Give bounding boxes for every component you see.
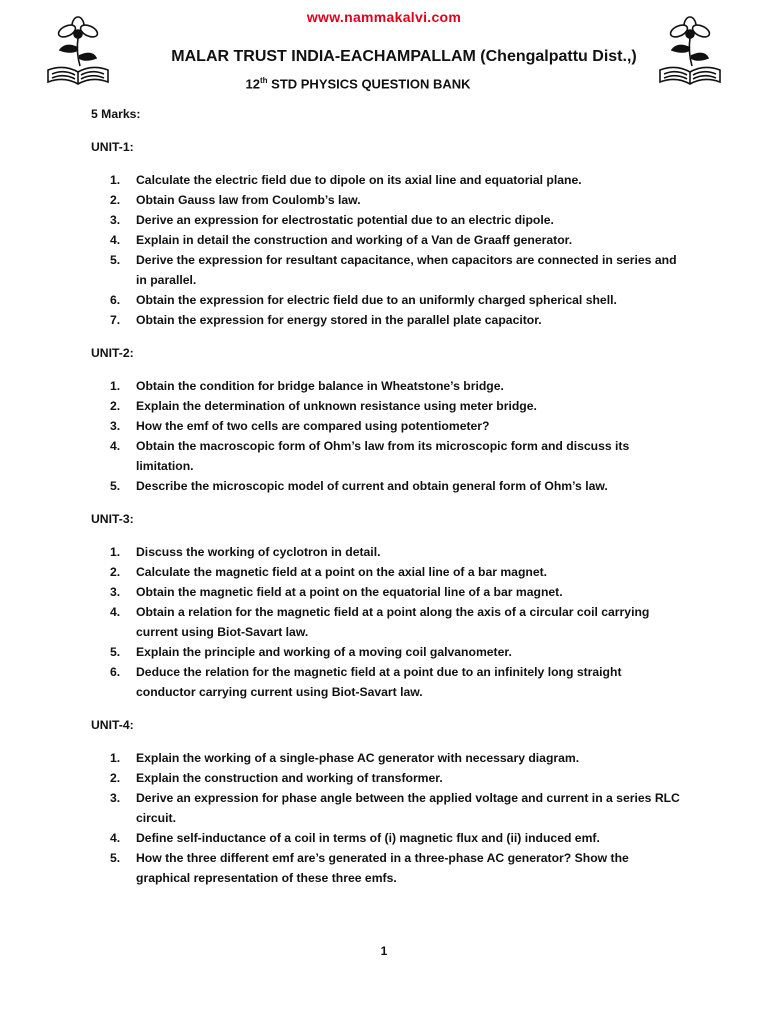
question-item [91,310,681,330]
question-text: Calculate the magnetic field at a point on the axial line of a bar magnet. [136,565,548,579]
question-item [91,828,681,848]
question-number: 3. [110,419,121,433]
unit-heading: UNIT-1: [91,140,134,154]
question-number: 3. [110,791,121,805]
question-text: Obtain the macroscopic form of Ohm’s law from its microscopic form and discuss its limitation. [136,439,630,473]
question-text: Derive the expression for resultant capacitance, when capacitors are connected in series and in parallel. [136,253,677,287]
document-title: MALAR TRUST INDIA-EACHAMPALLAM (Chengalpattu Dist.,) [171,48,637,65]
question-number: 4. [110,831,121,845]
question-number: 1. [110,173,121,187]
question-item [91,848,681,888]
question-text: Obtain the magnetic field at a point on the equatorial line of a bar magnet. [136,585,563,599]
question-number: 4. [110,605,121,619]
question-text: Deduce the relation for the magnetic field at a point due to an infinitely long straight conductor carrying current using Biot-Savart law. [136,665,622,699]
question-text: Calculate the electric field due to dipole on its axial line and equatorial plane. [136,173,582,187]
question-item [91,290,681,310]
question-list [91,376,681,496]
question-text: How the three different emf are’s generated in a three-phase AC generator? Show the graphical representation of these three emfs. [136,851,629,885]
unit-heading: UNIT-3: [91,512,134,526]
question-number: 1. [110,545,121,559]
question-item [91,396,681,416]
question-text: Obtain the expression for electric field due to an uniformly charged spherical shell. [136,293,617,307]
question-text: Explain in detail the construction and working of a Van de Graaff generator. [136,233,573,247]
site-url-link[interactable]: www.nammakalvi.com [306,9,462,25]
subtitle-grade: 12 [245,76,260,92]
question-number: 1. [110,751,121,765]
question-number: 1. [110,379,121,393]
question-number: 2. [110,399,121,413]
question-item [91,210,681,230]
question-item [91,542,681,562]
question-item [91,230,681,250]
question-text: Derive an expression for phase angle between the applied voltage and current in a series RLC circuit. [136,791,680,825]
question-number: 6. [110,293,121,307]
question-item [91,642,681,662]
question-number: 5. [110,645,121,659]
question-item [91,768,681,788]
unit-heading: UNIT-2: [91,346,134,360]
question-text: Obtain a relation for the magnetic field at a point along the axis of a circular coil carrying current using Biot-Savart law. [136,605,650,639]
unit-heading: UNIT-4: [91,718,134,732]
question-list [91,170,681,330]
question-item [91,190,681,210]
question-item [91,476,681,496]
question-number: 2. [110,771,121,785]
question-number: 3. [110,213,121,227]
question-number: 2. [110,193,121,207]
subtitle-suffix: th [259,76,268,85]
question-text: Obtain the expression for energy stored in the parallel plate capacitor. [136,313,542,327]
document-subtitle [0,76,716,91]
question-number: 5. [110,851,121,865]
question-number: 4. [110,439,121,453]
question-text: Explain the determination of unknown resistance using meter bridge. [136,399,537,413]
question-text: How the emf of two cells are compared using potentiometer? [136,419,490,433]
question-item [91,602,681,642]
question-text: Obtain Gauss law from Coulomb’s law. [136,193,361,207]
question-text: Define self-inductance of a coil in terms of (i) magnetic flux and (ii) induced emf. [136,831,600,845]
question-text: Explain the principle and working of a moving coil galvanometer. [136,645,512,659]
question-item [91,788,681,828]
question-item [91,170,681,190]
question-item [91,562,681,582]
question-list [91,748,681,888]
question-number: 3. [110,585,121,599]
question-number: 6. [110,665,121,679]
question-item [91,662,681,702]
question-text: Discuss the working of cyclotron in detail. [136,545,381,559]
question-number: 2. [110,565,121,579]
question-item [91,436,681,476]
question-list [91,542,681,702]
question-number: 5. [110,479,121,493]
page-number: 1 [380,944,388,958]
question-item [91,582,681,602]
question-text: Explain the construction and working of transformer. [136,771,443,785]
question-number: 4. [110,233,121,247]
question-item [91,748,681,768]
question-text: Derive an expression for electrostatic potential due to an electric dipole. [136,213,554,227]
question-text: Obtain the condition for bridge balance in Wheatstone’s bridge. [136,379,504,393]
subtitle-text: STD PHYSICS QUESTION BANK [267,76,471,92]
question-item [91,250,681,290]
units-container [91,137,681,888]
question-number: 7. [110,313,121,327]
question-item [91,416,681,436]
marks-heading: 5 Marks: [91,107,141,121]
question-text: Describe the microscopic model of current and obtain general form of Ohm’s law. [136,479,608,493]
question-bank-content [91,100,681,888]
question-number: 5. [110,253,121,267]
question-text: Explain the working of a single-phase AC generator with necessary diagram. [136,751,580,765]
question-item [91,376,681,396]
